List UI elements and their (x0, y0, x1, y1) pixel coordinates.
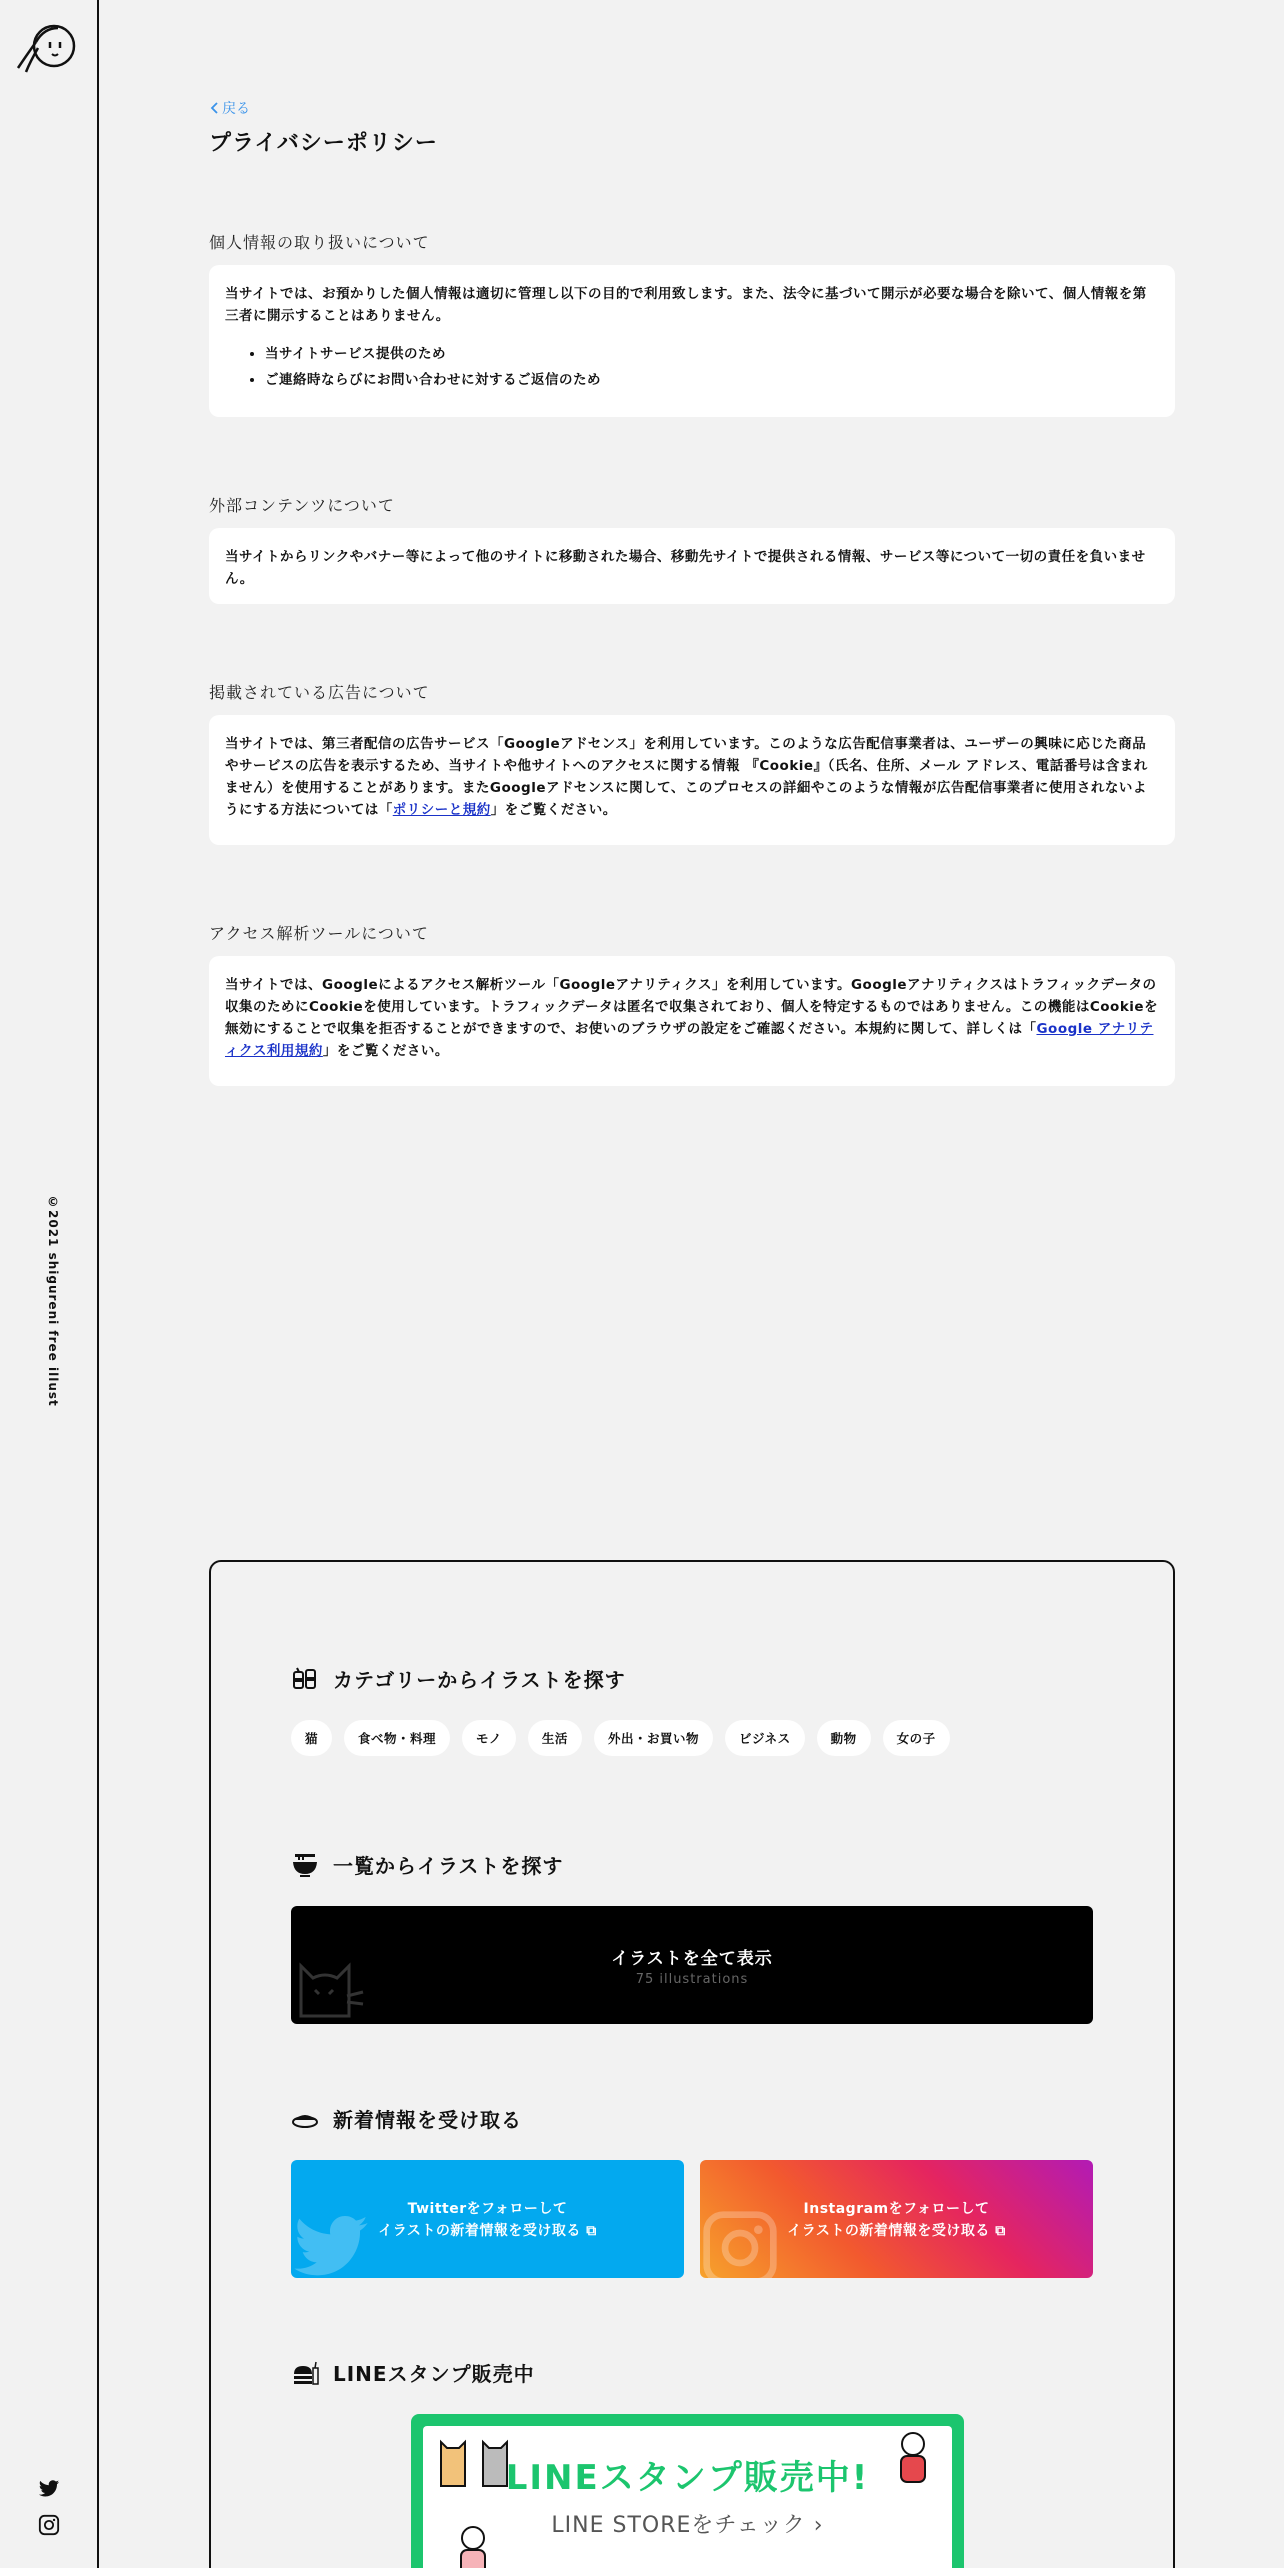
section-heading: 掲載されている広告について (209, 683, 430, 702)
section-body: 当サイトでは、お預かりした個人情報は適切に管理し以下の目的で利用致します。また、法令に基づいて開示が必要な場合を除いて、個人情報を第三者に開示することはありません。 (225, 286, 1147, 324)
line-store-banner[interactable] (411, 2414, 964, 2568)
line-heading (291, 2358, 535, 2387)
section-external-content (209, 493, 1175, 604)
illustration-count: 75 illustrations (635, 1972, 749, 1987)
line-banner-subtitle: LINE STOREをチェック › (551, 2513, 824, 2538)
copyright-text: ©2021 shigureni free illust (46, 1195, 60, 1407)
section-body: 当サイトからリンクやバナー等によって他のサイトに移動された場合、移動先サイトで提供される情報、サービス等について一切の責任を負いません。 (225, 549, 1146, 587)
list-heading (291, 1850, 563, 1879)
ramen-bowl-icon (291, 1852, 319, 1878)
line-banner-inner (423, 2426, 952, 2568)
twitter-line-1: Twitterをフォローして (407, 2201, 568, 2217)
panel-heading-text: 一覧からイラストを探す (333, 1854, 564, 1878)
twitter-icon[interactable] (38, 2478, 60, 2500)
external-link-icon: ⧉ (989, 2223, 1006, 2239)
panel-heading-text: LINEスタンプ販売中 (333, 2362, 535, 2386)
section-body (225, 733, 1159, 821)
category-tag-outing[interactable]: 外出・お買い物 (594, 1720, 713, 1756)
section-card (209, 528, 1175, 604)
body-text: 」をご覧ください。 (490, 802, 617, 818)
section-analytics (209, 921, 1175, 1086)
show-all-label: イラストを全て表示 (611, 1949, 773, 1969)
logo-icon[interactable] (14, 22, 84, 74)
list-item: • ご連絡時ならびにお問い合わせに対するご返信のため (265, 367, 1159, 393)
instagram-follow-button[interactable] (700, 2160, 1093, 2278)
body-text: 」をご覧ください。 (322, 1043, 449, 1059)
discovery-panel (209, 1560, 1175, 2568)
burger-drink-icon (291, 2360, 319, 2386)
girl-illustration-icon (453, 2522, 493, 2568)
back-link-label: 戻る (222, 101, 250, 117)
section-personal-info (209, 230, 1175, 417)
section-heading: 外部コンテンツについて (209, 496, 395, 515)
instagram-line-2 (700, 2220, 1093, 2242)
category-tag-life[interactable]: 生活 (528, 1720, 582, 1756)
section-body (225, 974, 1159, 1062)
section-card (209, 715, 1175, 845)
analytics-terms-link[interactable]: Google アナリティクス利用規約 (225, 1021, 1154, 1059)
section-card (209, 265, 1175, 417)
category-tag-food[interactable]: 食べ物・料理 (344, 1720, 450, 1756)
twitter-line-2-text: イラストの新着情報を受け取る (378, 2223, 581, 2239)
news-heading (291, 2104, 522, 2133)
twitter-line-2 (291, 2220, 684, 2242)
section-ads (209, 680, 1175, 845)
category-tag-animals[interactable]: 動物 (817, 1720, 871, 1756)
policy-link[interactable]: ポリシーと規約 (392, 802, 491, 818)
instagram-follow-text (700, 2198, 1093, 2242)
panel-heading-text: 新着情報を受け取る (333, 2108, 522, 2132)
chevron-left-icon (209, 102, 219, 114)
section-heading: 個人情報の取り扱いについて (209, 233, 430, 252)
category-tag-girl[interactable]: 女の子 (883, 1720, 950, 1756)
panel-heading-text: カテゴリーからイラストを探す (333, 1668, 626, 1692)
section-heading: アクセス解析ツールについて (209, 924, 429, 943)
left-rail (0, 0, 99, 2568)
body-text: 当サイトでは、Googleによるアクセス解析ツール「Googleアナリティクス」を利用しています。Googleアナリティクスはトラフィックデータの収集のためにCookieを使用しています。トラフィックデータは匿名で収集されており、個人を特定するものではありません。この機能はCookieを無効にすることで収集を拒否することができますので、お使いのブラウザの設定をご確認ください。本規約に関して、詳しくは「 (225, 977, 1159, 1037)
category-tag-things[interactable]: モノ (462, 1720, 516, 1756)
drinks-icon (291, 1666, 319, 1692)
page-title: プライバシーポリシー (209, 131, 438, 156)
category-heading (291, 1664, 626, 1693)
external-link-icon: ⧉ (580, 2223, 597, 2239)
line-banner-title: LINEスタンプ販売中! (505, 2458, 870, 2498)
twitter-follow-text (291, 2198, 684, 2242)
category-tag-business[interactable]: ビジネス (725, 1720, 805, 1756)
section-card (209, 956, 1175, 1086)
sushi-icon (291, 2106, 319, 2132)
purpose-list (225, 341, 1159, 393)
instagram-line-1: Instagramをフォローして (803, 2201, 990, 2217)
category-tag-list (291, 1720, 950, 1756)
body-text: 当サイトでは、第三者配信の広告サービス「Googleアドセンス」を利用しています。このような広告配信事業者は、ユーザーの興味に応じた商品やサービスの広告を表示するため、当サイトや他サイトへのアクセスに関する情報 『Cookie』（氏名、住所、メール アドレス、電話番号は含まれません）を使用することがあります。またGoogleアドセンスに関して、このプロセスの詳細やこのような情報が広告配信事業者に使用されないようにする方法については「 (225, 736, 1148, 818)
list-item: • 当サイトサービス提供のため (265, 341, 1159, 367)
show-all-illustrations-button[interactable] (291, 1906, 1093, 2024)
instagram-line-2-text: イラストの新着情報を受け取る (787, 2223, 990, 2239)
instagram-icon[interactable] (38, 2514, 60, 2536)
category-tag-cat[interactable]: 猫 (291, 1720, 332, 1756)
back-link[interactable] (209, 98, 250, 118)
twitter-follow-button[interactable] (291, 2160, 684, 2278)
